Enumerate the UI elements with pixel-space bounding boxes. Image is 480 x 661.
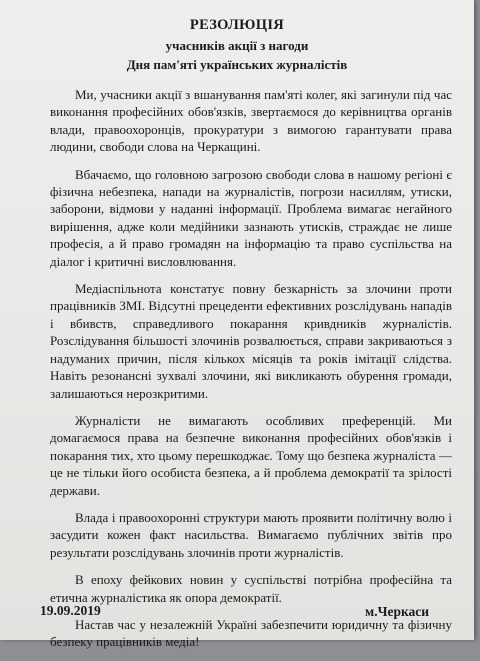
document-title: РЕЗОЛЮЦІЯ xyxy=(189,17,285,33)
document-city: м.Черкаси xyxy=(365,604,430,619)
paragraph-2: Вбачаємо, що головною загрозою свободи слова в нашому регіоні є фізична небезпека, напади на журналістів, погрози насиллям, утиски, заборони, відмови у наданні інформації. Проблема вимагає негайного вирішення, адже коли медійники зазнають утисків, страждає не лише професія, а й право громадян на інформацію та право суспільства на діалог і критичні висловлювання. xyxy=(50,166,452,269)
document-subtitle-line-2: Дня пам'яті українських журналістів xyxy=(126,57,348,72)
document-body xyxy=(50,86,452,661)
document-subtitle-line-1: учасників акції з нагоди xyxy=(165,38,309,53)
document-date: 19.09.2019 xyxy=(40,603,101,618)
paragraph-7: Настав час у незалежній Україні забезпечити юридичну та фізичну безпеку працівників медіа! xyxy=(50,616,452,650)
paragraph-4: Журналісти не вимагають особливих преференцій. Ми домагаємося права на безпечне виконання професійних обов'язків і покарання тих, хто цьому перешкоджає. Тому що безпека журналіста — це не тільки його особиста безпека, а й проблема демократії та зрілості держави. xyxy=(50,412,452,498)
paragraph-5: Влада і правоохоронні структури мають проявити політичну волю і засудити кожен факт насильства. Вимагаємо публічних звітів про результати розслідувань злочинів проти журналістів. xyxy=(50,509,452,560)
paragraph-1: Ми, учасники акції з вшанування пам'яті колег, які загинули під час виконання професійних обов'язків, звертаємося до керівництва органів влади, правоохоронців, прокуратури з вимогою гарантувати права людини, свободи слова на Черкащині. xyxy=(50,87,452,155)
paragraph-3: Медіаспільнота констатує повну безкарність за злочини проти працівників ЗМІ. Відсутні прецеденти ефективних розслідувань нападів і вбивств, справедливого покарання кривдників журналістів. Розслідування більшості злочинів розвалюється, справи закриваються з надуманих причин, після кількох місяців та років імітації слідства. Навіть резонансні зухвалі злочини, які викликають обурення громади, залишаються нерозкритими. xyxy=(50,281,452,401)
paragraph-6: В епоху фейкових новин у суспільстві потрібна професійна та етична журналістика як опора демократії. xyxy=(50,572,452,605)
